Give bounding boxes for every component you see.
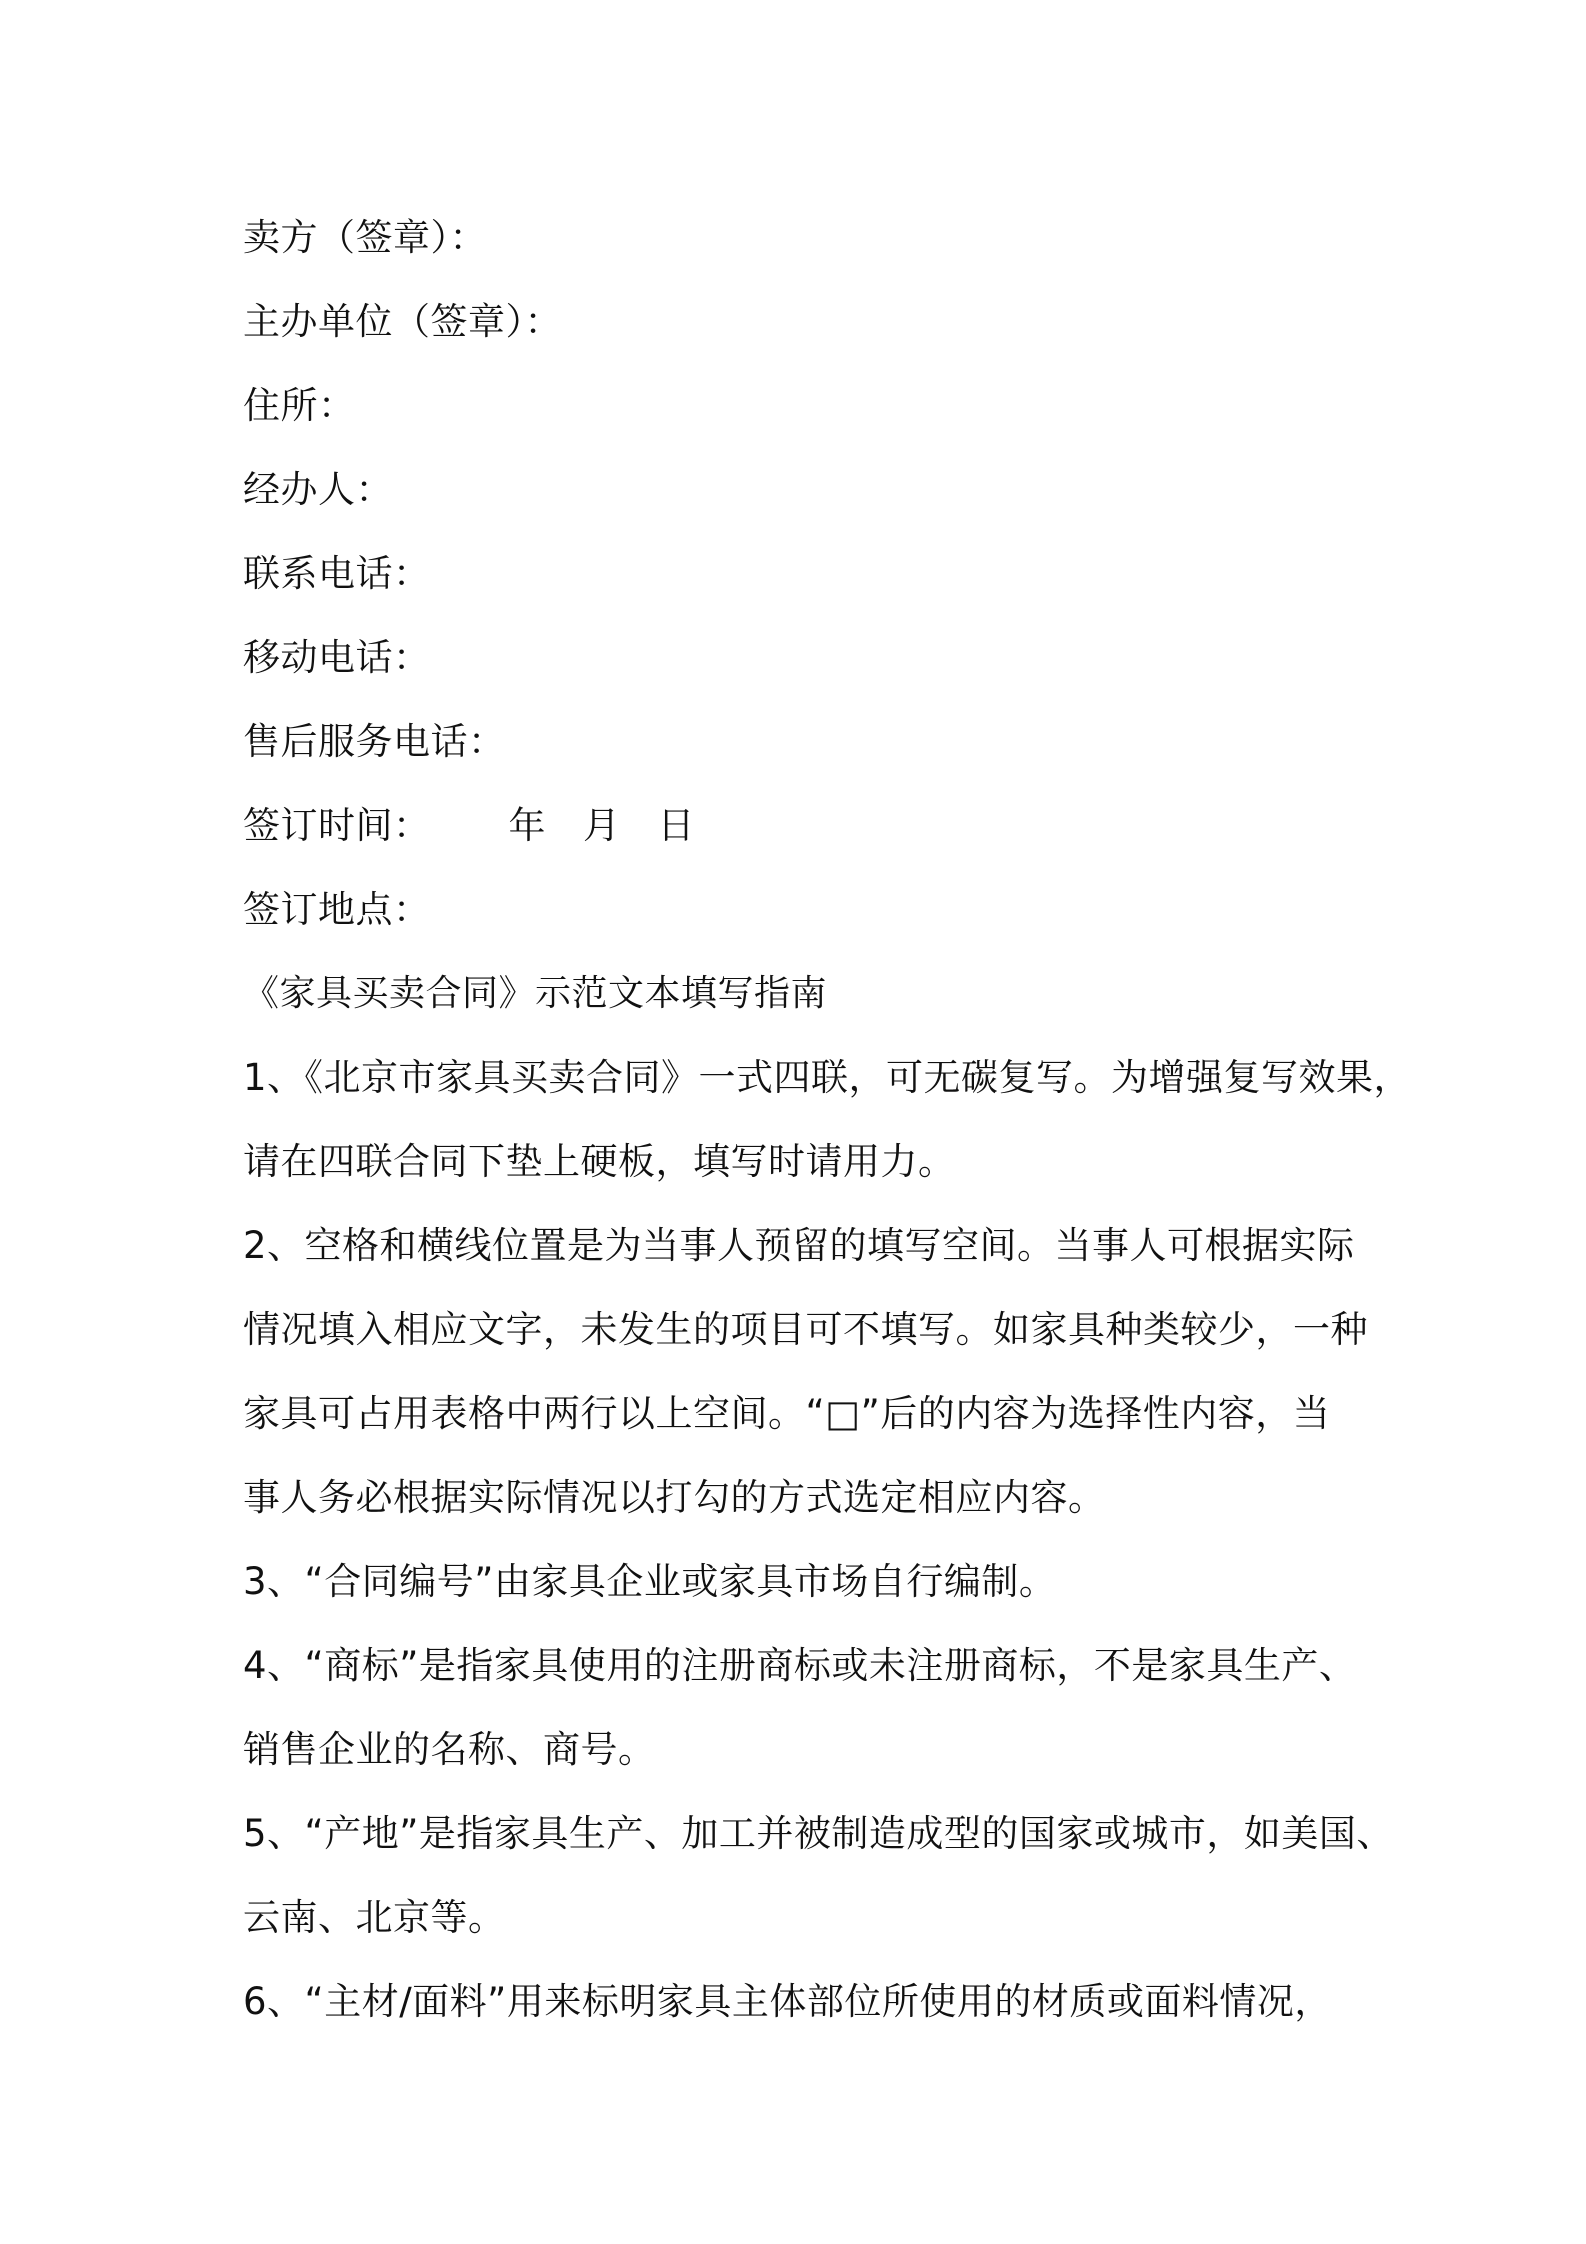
guide-line: 销售企业的名称、商号。 <box>243 1728 656 1771</box>
guide-title: 《家具买卖合同》示范文本填写指南 <box>243 973 828 1014</box>
guide-line: 家具可占用表格中两行以上空间。“□”后的内容为选择性内容，当 <box>243 1392 1331 1435</box>
sign-year-label: 年 <box>508 804 546 847</box>
sign-time-line <box>243 784 1363 868</box>
guide-line: 5、“产地”是指家具生产、加工并被制造成型的国家或城市，如美国、 <box>243 1812 1394 1855</box>
address-line: 住所： <box>243 384 356 427</box>
guide-line: 事人务必根据实际情况以打勾的方式选定相应内容。 <box>243 1476 1106 1519</box>
guide-line: 请在四联合同下垫上硬板，填写时请用力。 <box>243 1140 956 1183</box>
mobile-phone-line: 移动电话： <box>243 636 431 679</box>
guide-line: 6、“主材/面料”用来标明家具主体部位所使用的材质或面料情况， <box>243 1980 1332 2023</box>
sign-time-label: 签订时间： <box>243 804 431 847</box>
sign-month-label: 月 <box>583 804 621 847</box>
guide-line: 3、“合同编号”由家具企业或家具市场自行编制。 <box>243 1560 1057 1603</box>
contact-phone-line: 联系电话： <box>243 552 431 595</box>
aftersale-phone-line: 售后服务电话： <box>243 720 506 763</box>
sign-place-line: 签订地点： <box>243 888 431 931</box>
guide-line: 云南、北京等。 <box>243 1896 506 1939</box>
seller-signature-line: 卖方（签章）： <box>243 216 487 259</box>
sign-day-label: 日 <box>657 804 695 847</box>
guide-line: 情况填入相应文字，未发生的项目可不填写。如家具种类较少，一种 <box>243 1308 1368 1351</box>
guide-line: 4、“商标”是指家具使用的注册商标或未注册商标，不是家具生产、 <box>243 1644 1357 1687</box>
guide-line: 1、《北京市家具买卖合同》一式四联，可无碳复写。为增强复写效果， <box>243 1056 1412 1099</box>
organizer-signature-line: 主办单位（签章）： <box>243 300 562 343</box>
document-body <box>243 196 1412 2044</box>
handler-line: 经办人： <box>243 468 393 511</box>
guide-line: 2、空格和横线位置是为当事人预留的填写空间。当事人可根据实际 <box>243 1224 1355 1267</box>
